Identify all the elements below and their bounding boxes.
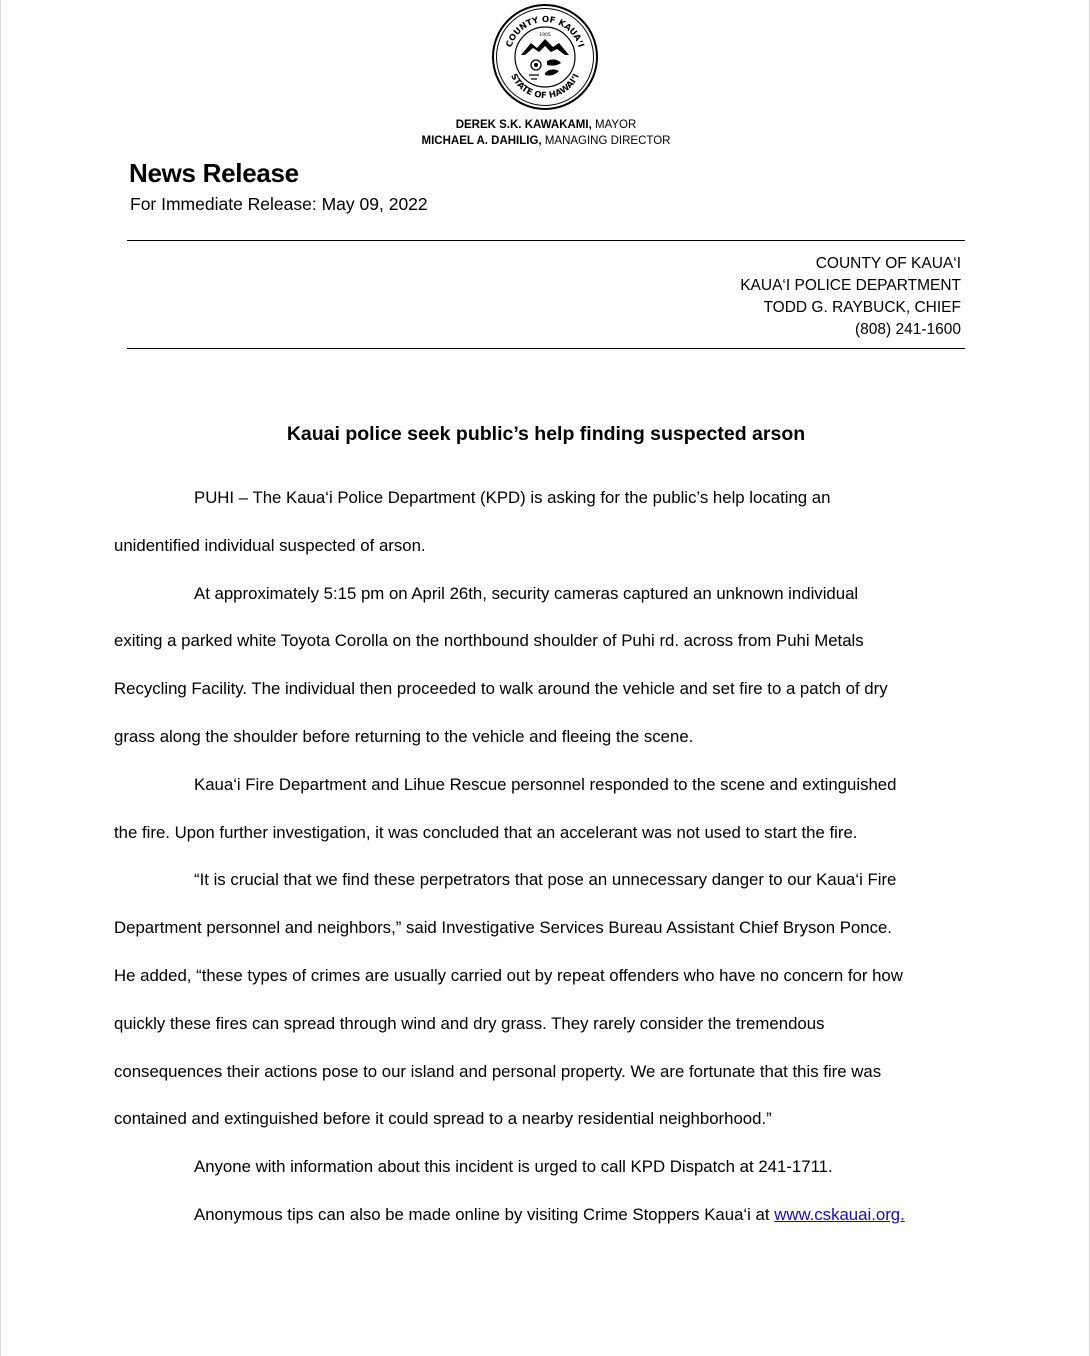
body-line: He added, “these types of crimes are usually carried out by repeat offenders who have no concern for how (114, 965, 903, 985)
body-line: PUHI – The Kaua‘i Police Department (KPD) is asking for the public’s help locating an (194, 488, 831, 507)
body-line: consequences their actions pose to our island and personal property. We are fortunate that this fire was (114, 1061, 882, 1081)
article-title: Kauai police seek public’s help finding suspected arson (286, 423, 806, 445)
divider-top (127, 240, 965, 241)
body-line: Kaua‘i Fire Department and Lihue Rescue personnel responded to the scene and extinguished (194, 774, 897, 794)
body-line: contained and extinguished before it could spread to a nearby residential neighborhood.” (114, 1109, 772, 1129)
body-line: Anyone with information about this incident is urged to call KPD Dispatch at 241-1711. (194, 1157, 833, 1177)
body-line: At approximately 5:15 pm on April 26th, security cameras captured an unknown individual (194, 583, 859, 603)
body-line: quickly these fires can spread through wind and dry grass. They rarely consider the tremendous (114, 1013, 825, 1033)
officials-block (1, 117, 1090, 149)
body-line: grass along the shoulder before returning to the vehicle and fleeing the scene. (114, 726, 694, 746)
mayor-name: DEREK S.K. KAWAKAMI, (455, 119, 592, 131)
svg-text:COUNTY OF KAUA‘I: COUNTY OF KAUA‘I (504, 14, 586, 49)
crime-stoppers-link[interactable]: www.cskauai.org. (774, 1204, 905, 1224)
director-name: MICHAEL A. DAHILIG, (421, 135, 542, 147)
body-line-tips (114, 1191, 974, 1239)
dept-line-chief: TODD G. RAYBUCK, CHIEF (763, 299, 961, 316)
director-title: MANAGING DIRECTOR (541, 135, 671, 147)
body-line: Department personnel and neighbors,” said Investigative Services Bureau Assistant Chief Bryson Ponce. (114, 918, 892, 938)
dept-line-phone: (808) 241-1600 (855, 321, 961, 338)
body-line: Recycling Facility. The individual then proceeded to walk around the vehicle and set fire to a patch of dry (114, 679, 888, 699)
mayor-title: MAYOR (591, 119, 637, 131)
body-line: unidentified individual suspected of arson. (114, 535, 426, 555)
svg-text:STATE OF HAWAI‘I: STATE OF HAWAI‘I (508, 72, 582, 102)
body-line: exiting a parked white Toyota Corolla on the northbound shoulder of Puhi rd. across from Puhi Metals (114, 631, 864, 651)
page-title: News Release (129, 158, 299, 188)
tips-text: Anonymous tips can also be made online by visiting Crime Stoppers Kaua‘i at (194, 1204, 775, 1224)
article-body (114, 474, 974, 1239)
body-line: the fire. Upon further investigation, it was concluded that an accelerant was not used to start the fire. (114, 822, 858, 842)
divider-bottom (127, 348, 965, 349)
department-contact-block (740, 253, 961, 341)
county-seal-logo (491, 3, 599, 111)
body-line: “It is crucial that we find these perpetrators that pose an unnecessary danger to our Kaua‘i Fire (194, 870, 897, 890)
dept-line-police: KAUA‘I POLICE DEPARTMENT (740, 277, 961, 294)
dept-line-county: COUNTY OF KAUA‘I (815, 255, 961, 272)
svg-text:1905: 1905 (539, 33, 551, 38)
release-date: For Immediate Release: May 09, 2022 (130, 194, 428, 214)
mayor-line (1, 117, 1090, 133)
director-line (1, 133, 1090, 149)
